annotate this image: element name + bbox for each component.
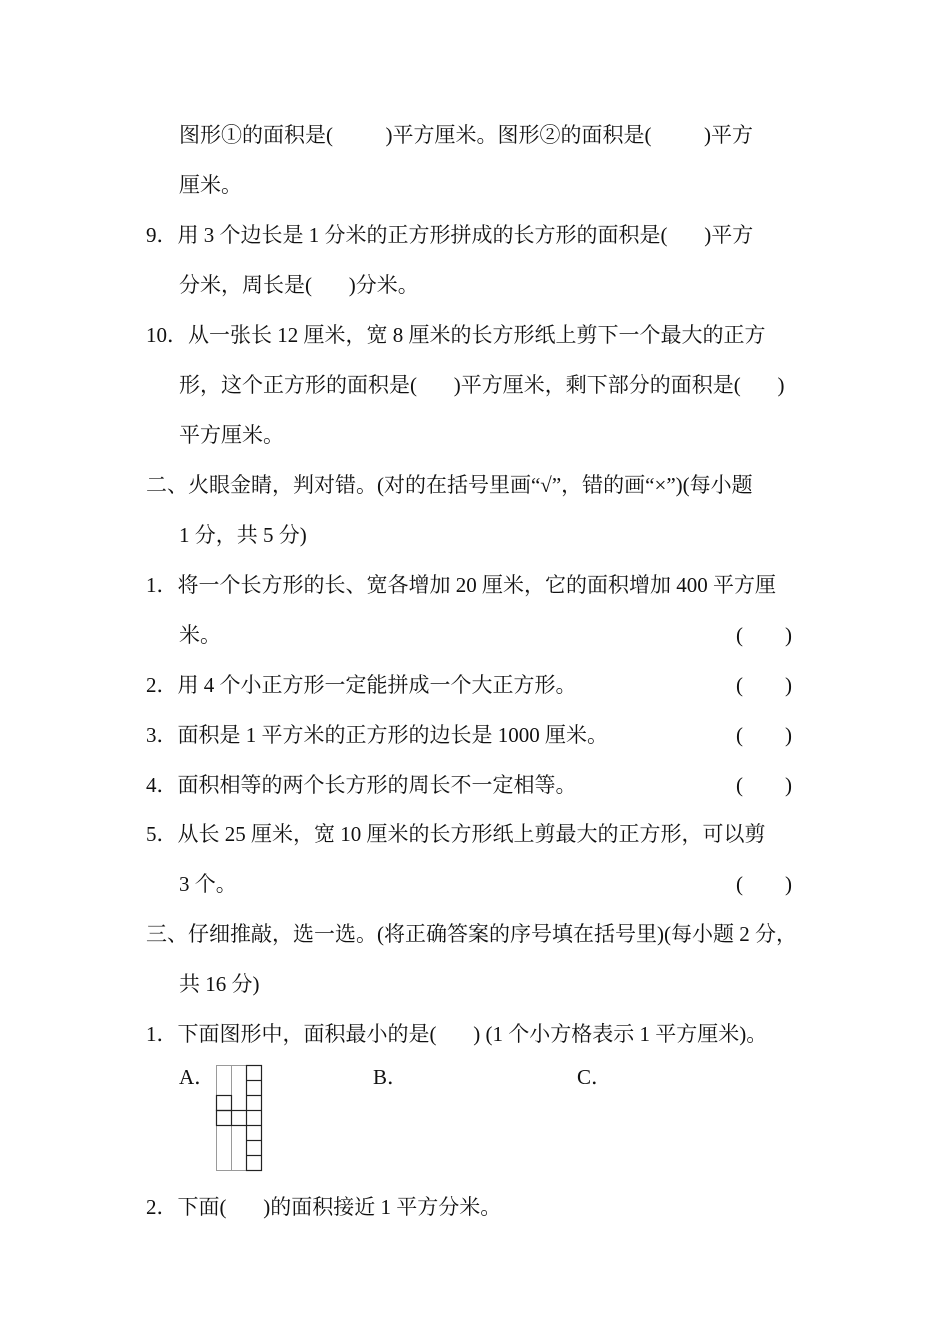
q10-line-2: 形，这个正方形的面积是( )平方厘米，剩下部分的面积是( ) — [179, 373, 785, 397]
q8-line-2: 厘米。 — [179, 173, 242, 197]
tf-q1-line-2: 米。 — [179, 623, 221, 647]
option-a-grid-figure — [214, 1064, 264, 1174]
section-2-heading: 二、火眼金睛，判对错。(对的在括号里画“√”，错的画“×”)(每小题 — [146, 473, 753, 497]
section-3-heading: 三、仔细推敲，选一选。(将正确答案的序号填在括号里)(每小题 2 分， — [146, 922, 797, 946]
mc-q2: 2．下面( )的面积接近 1 平方分米。 — [146, 1195, 502, 1219]
q10-line-1: 10．从一张长 12 厘米，宽 8 厘米的长方形纸上剪下一个最大的正方 — [146, 323, 766, 347]
tf-q1-line-1: 1．将一个长方形的长、宽各增加 20 厘米，它的面积增加 400 平方厘 — [146, 573, 776, 597]
option-a-label: A． — [179, 1065, 216, 1089]
tf-q4-answer-paren[interactable]: ( ) — [736, 773, 792, 797]
tf-q5-answer-paren[interactable]: ( ) — [736, 872, 792, 896]
tf-q5-line-2: 3 个。 — [179, 872, 237, 896]
tf-q2-answer-paren[interactable]: ( ) — [736, 673, 792, 697]
q10-line-3: 平方厘米。 — [179, 423, 284, 447]
tf-q1-answer-paren[interactable]: ( ) — [736, 623, 792, 647]
tf-q2: 2．用 4 个小正方形一定能拼成一个大正方形。 — [146, 673, 577, 697]
q8-line-1: 图形①的面积是( )平方厘米。图形②的面积是( )平方 — [179, 123, 753, 147]
q9-line-1: 9．用 3 个边长是 1 分米的正方形拼成的长方形的面积是( )平方 — [146, 223, 754, 247]
tf-q4: 4．面积相等的两个长方形的周长不一定相等。 — [146, 773, 577, 797]
mc-q1: 1．下面图形中，面积最小的是( ) (1 个小方格表示 1 平方厘米)。 — [146, 1022, 768, 1046]
option-c-label: C． — [577, 1065, 613, 1089]
section-2-heading-cont: 1 分，共 5 分) — [179, 523, 307, 547]
q9-line-2: 分米，周长是( )分米。 — [179, 273, 419, 297]
tf-q5-line-1: 5．从长 25 厘米，宽 10 厘米的长方形纸上剪最大的正方形，可以剪 — [146, 822, 766, 846]
tf-q3-answer-paren[interactable]: ( ) — [736, 723, 792, 747]
tf-q3: 3．面积是 1 平方米的正方形的边长是 1000 厘米。 — [146, 723, 608, 747]
option-b-label: B． — [373, 1065, 409, 1089]
section-3-heading-cont: 共 16 分) — [179, 972, 260, 996]
